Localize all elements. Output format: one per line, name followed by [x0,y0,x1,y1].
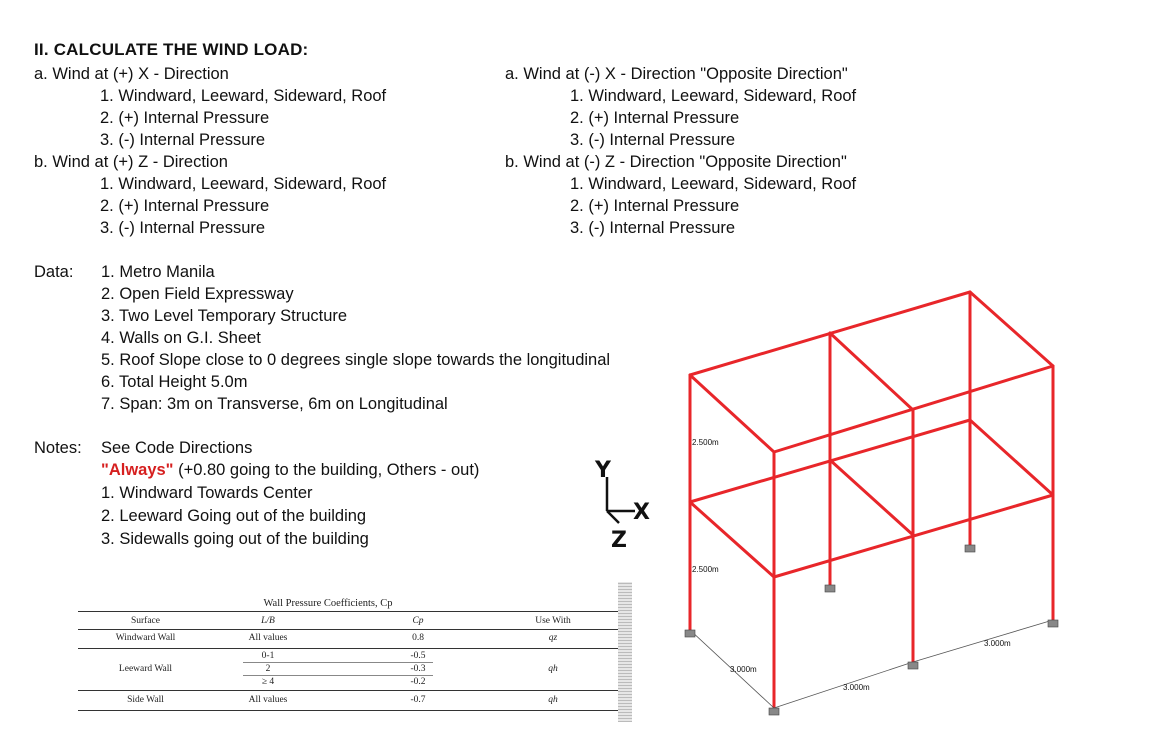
dim-label-lower: 2.500m [692,565,719,574]
data-item: 4. Walls on G.I. Sheet [101,329,261,347]
data-item: 3. Two Level Temporary Structure [101,307,348,325]
table-rule [243,675,433,676]
list-item: 2. (+) Internal Pressure [570,197,740,215]
list-item: 1. Windward, Leeward, Sideward, Roof [570,87,857,105]
z-axis-line [607,511,619,523]
notes-item: 3. Sidewalls going out of the building [101,530,369,548]
scan-edge [618,582,632,722]
frame-member [970,420,1053,495]
support-base [965,545,975,552]
always-rest: (+0.80 going to the building, Others - out) [173,461,480,479]
data-item: 1. Metro Manila [101,263,215,281]
notes-label: Notes: [34,439,82,457]
support-base [769,708,779,715]
table-rule [78,648,618,649]
cell-lb: ≥ 4 [261,677,275,687]
table-rule [78,611,618,612]
dim-label-bay1: 3.000m [843,683,870,692]
section-label-neg-x: a. Wind at (-) X - Direction "Opposite Direction" [505,65,848,83]
dim-label-transverse: 3.000m [730,665,757,674]
x-axis-label: X [633,500,650,525]
header-lb: L/B [261,616,275,626]
list-item: 2. (+) Internal Pressure [100,197,270,215]
supports [685,545,1058,715]
frame-member [830,460,913,535]
support-base [825,585,835,592]
list-item: 2. (+) Internal Pressure [570,109,740,127]
data-item: 5. Roof Slope close to 0 degrees single slope towards the longitudinal [101,351,611,369]
table-rule [78,690,618,691]
section-label-pos-x: a. Wind at (+) X - Direction [34,65,229,83]
cell-cp: 0.8 [412,633,424,643]
dimension-lines [690,620,1053,708]
header-use: Use With [535,616,571,626]
y-axis-label: Y [595,458,611,483]
support-base [1048,620,1058,627]
table-rule [78,629,618,630]
header-cp: Cp [412,616,424,626]
cell-lb: All values [248,695,288,705]
z-axis-label: Z [611,528,627,550]
axis-triad [585,455,665,550]
cell-use: qz [548,633,558,643]
list-item: 2. (+) Internal Pressure [100,109,270,127]
data-item: 2. Open Field Expressway [101,285,294,303]
frame-member [830,333,913,410]
page-title: II. CALCULATE THE WIND LOAD: [34,40,309,59]
wall-pressure-table [78,598,618,713]
header-surface: Surface [130,616,160,626]
cell-cp: -0.3 [410,664,426,674]
dim-label-upper: 2.500m [692,438,719,447]
list-item: 3. (-) Internal Pressure [100,219,266,237]
always-highlight: "Always" [101,461,174,479]
table-rule [243,662,433,663]
cell-use: qh [548,664,558,674]
cell-surface: Windward Wall [115,633,176,643]
data-item: 6. Total Height 5.0m [101,373,248,391]
support-base [685,630,695,637]
list-item: 1. Windward, Leeward, Sideward, Roof [100,87,387,105]
data-label: Data: [34,263,74,281]
cell-use: qh [548,695,558,705]
notes-always-line [101,459,479,481]
cell-cp: -0.7 [410,695,426,705]
list-item: 1. Windward, Leeward, Sideward, Roof [100,175,387,193]
dim-label-bay2: 3.000m [984,639,1011,648]
notes-text: See Code Directions [101,439,253,457]
list-item: 3. (-) Internal Pressure [100,131,266,149]
notes-item: 2. Leeward Going out of the building [101,507,367,525]
list-item: 1. Windward, Leeward, Sideward, Roof [570,175,857,193]
frame-member [970,292,1053,366]
cell-lb: 2 [265,664,271,674]
section-label-pos-z: b. Wind at (+) Z - Direction [34,153,228,171]
support-base [908,662,918,669]
cell-cp: -0.2 [410,677,426,687]
list-item: 3. (-) Internal Pressure [570,131,736,149]
cell-surface: Leeward Wall [118,664,173,674]
notes-item: 1. Windward Towards Center [101,484,313,502]
cell-surface: Side Wall [127,695,164,705]
list-item: 3. (-) Internal Pressure [570,219,736,237]
cell-lb: 0-1 [261,651,275,661]
cell-lb: All values [248,633,288,643]
structural-frame-3d [670,280,1070,720]
table-rule [78,710,618,711]
table-title: Wall Pressure Coefficients, Cp [263,598,393,609]
section-label-neg-z: b. Wind at (-) Z - Direction "Opposite Direction" [505,153,847,171]
dimension-line [913,620,1053,662]
data-item: 7. Span: 3m on Transverse, 6m on Longitudinal [101,395,448,413]
cell-cp: -0.5 [410,651,426,661]
